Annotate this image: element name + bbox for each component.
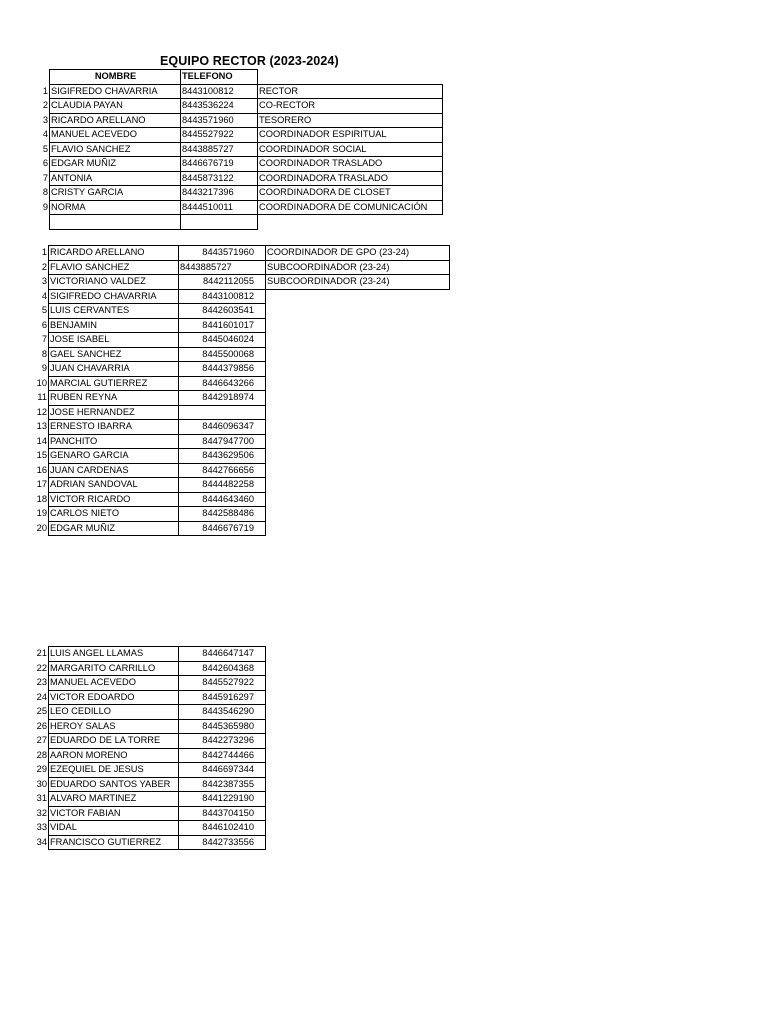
phone-number: 8443885727 <box>179 260 266 275</box>
member-name: ADRIAN SANDOVAL <box>49 478 179 493</box>
member-role: COORDINADORA DE CLOSET <box>258 186 443 201</box>
group-table-continued <box>28 646 266 850</box>
table-row <box>28 289 450 304</box>
row-number: 21 <box>36 648 47 658</box>
table-row <box>28 128 442 143</box>
phone-number: 8443571960 <box>181 113 258 128</box>
group-table-body <box>28 246 450 536</box>
row-number: 8 <box>41 348 47 359</box>
row-number: 14 <box>36 435 47 446</box>
member-name: EDUARDO DE LA TORRE <box>49 734 179 749</box>
row-number: 23 <box>36 677 47 687</box>
member-name: JUAN CHAVARRIA <box>49 362 179 377</box>
row-number: 9 <box>42 201 48 212</box>
row-number: 13 <box>36 421 47 431</box>
table-row <box>28 434 450 449</box>
empty-cell <box>266 376 450 391</box>
member-name: RICARDO ARELLANO <box>49 246 179 261</box>
table-row <box>28 420 450 435</box>
row-number: 27 <box>36 735 47 745</box>
row-number: 3 <box>41 276 47 286</box>
rector-table <box>28 69 443 230</box>
row-number: 18 <box>36 493 47 504</box>
row-number: 2 <box>41 261 47 272</box>
member-role: CO-RECTOR <box>258 99 443 114</box>
member-name: SIGIFREDO CHAVARRIA <box>49 289 179 304</box>
empty-cell <box>266 318 450 333</box>
table-row <box>28 521 450 536</box>
row-number: 28 <box>36 749 47 760</box>
member-role: COORDINADOR SOCIAL <box>258 142 443 157</box>
member-name: FLAVIO SANCHEZ <box>50 142 181 157</box>
phone-number: 8443704150 <box>179 806 266 821</box>
empty-cell <box>266 347 450 362</box>
row-number: 4 <box>42 129 48 139</box>
phone-number: 8446676719 <box>181 157 258 172</box>
member-name: LEO CEDILLO <box>49 705 179 720</box>
phone-number: 8445046024 <box>179 333 266 348</box>
row-number: 1 <box>42 85 48 96</box>
phone-number: 8446102410 <box>179 821 266 836</box>
phone-number: 8445365980 <box>179 719 266 734</box>
row-number: 25 <box>36 706 47 716</box>
row-number: 9 <box>41 363 47 373</box>
member-role: COORDINADORA DE COMUNICACIÓN <box>258 200 443 215</box>
member-name: ERNESTO IBARRA <box>49 420 179 435</box>
empty-cell <box>266 289 450 304</box>
phone-number: 8442744466 <box>179 748 266 763</box>
row-number: 8 <box>42 187 48 197</box>
member-name: EZEQUIEL DE JESUS <box>49 763 179 778</box>
row-number: 30 <box>36 778 47 789</box>
empty-cell <box>266 362 450 377</box>
member-name: EDUARDO SANTOS YABER <box>49 777 179 792</box>
row-number: 24 <box>36 691 47 702</box>
table-row <box>28 507 450 522</box>
phone-number: 8442604368 <box>179 661 266 676</box>
empty-cell <box>266 304 450 319</box>
empty-cell <box>266 420 450 435</box>
table-row <box>28 647 266 662</box>
member-role: SUBCOORDINADOR (23-24) <box>266 275 450 290</box>
table-row <box>28 275 450 290</box>
row-number: 6 <box>42 158 48 168</box>
phone-number: 8443536224 <box>181 99 258 114</box>
empty-cell <box>266 521 450 536</box>
member-name: NORMA <box>50 200 181 215</box>
row-number: 7 <box>42 172 48 183</box>
member-name: PANCHITO <box>49 434 179 449</box>
row-number: 29 <box>36 764 47 774</box>
row-number: 5 <box>41 305 47 315</box>
table-row <box>28 806 266 821</box>
table-row <box>28 690 266 705</box>
table-row <box>28 260 450 275</box>
table-row <box>28 376 450 391</box>
member-role: SUBCOORDINADOR (23-24) <box>266 260 450 275</box>
member-name: CLAUDIA PAYAN <box>50 99 181 114</box>
empty-cell <box>266 405 450 420</box>
table-row <box>28 777 266 792</box>
member-name: MANUEL ACEVEDO <box>50 128 181 143</box>
member-name: VICTOR RICARDO <box>49 492 179 507</box>
table-row <box>28 362 450 377</box>
phone-number <box>179 405 266 420</box>
empty-cell <box>266 463 450 478</box>
row-number: 17 <box>36 479 47 489</box>
row-number: 31 <box>36 793 47 803</box>
phone-number: 8443100812 <box>181 84 258 99</box>
phone-number: 8444643460 <box>179 492 266 507</box>
phone-number: 8442733556 <box>179 835 266 850</box>
phone-number: 8446676719 <box>179 521 266 536</box>
row-number: 16 <box>36 464 47 475</box>
table-row <box>28 792 266 807</box>
table-row <box>28 492 450 507</box>
row-number: 15 <box>36 450 47 460</box>
member-name: EDGAR MUÑIZ <box>50 157 181 172</box>
table-row <box>28 347 450 362</box>
table-row <box>28 734 266 749</box>
member-name: ALVARO MARTINEZ <box>49 792 179 807</box>
member-name: BENJAMIN <box>49 318 179 333</box>
row-number: 6 <box>41 319 47 330</box>
phone-number: 8447947700 <box>179 434 266 449</box>
member-name: MARGARITO CARRILLO <box>49 661 179 676</box>
table-row <box>28 99 442 114</box>
member-name: FRANCISCO GUTIERREZ <box>49 835 179 850</box>
column-header-phone: TELEFONO <box>181 70 258 85</box>
phone-number: 8446096347 <box>179 420 266 435</box>
row-number: 33 <box>36 822 47 832</box>
member-role: TESORERO <box>258 113 443 128</box>
member-name: RICARDO ARELLANO <box>50 113 181 128</box>
member-name: LUIS CERVANTES <box>49 304 179 319</box>
phone-number: 8441601017 <box>179 318 266 333</box>
phone-number: 8443546290 <box>179 705 266 720</box>
phone-number: 8444510011 <box>181 200 258 215</box>
member-name: CRISTY GARCIA <box>50 186 181 201</box>
table-row <box>28 449 450 464</box>
table-row <box>28 748 266 763</box>
row-number: 11 <box>37 392 47 402</box>
empty-cell <box>266 434 450 449</box>
phone-number: 8446647147 <box>179 647 266 662</box>
member-role: COORDINADOR TRASLADO <box>258 157 443 172</box>
row-number: 5 <box>42 143 48 154</box>
table-row <box>28 246 450 261</box>
table-row <box>28 171 442 186</box>
row-number: 12 <box>36 406 47 417</box>
row-number: 10 <box>36 377 47 388</box>
group-table-continued-body <box>28 647 266 850</box>
table-row <box>28 719 266 734</box>
empty-cell <box>266 333 450 348</box>
row-number: 20 <box>36 522 47 533</box>
member-name: GENARO GARCIA <box>49 449 179 464</box>
table-row <box>28 763 266 778</box>
member-name: VICTORIANO VALDEZ <box>49 275 179 290</box>
phone-number: 8443571960 <box>179 246 266 261</box>
table-row <box>28 661 266 676</box>
group-table <box>28 245 450 536</box>
phone-number: 8444482258 <box>179 478 266 493</box>
member-name: JUAN CARDENAS <box>49 463 179 478</box>
row-number: 26 <box>36 720 47 731</box>
member-name: VICTOR EDOARDO <box>49 690 179 705</box>
table-row <box>28 333 450 348</box>
member-name: AARON MORENO <box>49 748 179 763</box>
table-row <box>28 142 442 157</box>
phone-number: 8442766656 <box>179 463 266 478</box>
member-name: GAEL SANCHEZ <box>49 347 179 362</box>
phone-number: 8445873122 <box>181 171 258 186</box>
phone-number: 8442112055 <box>179 275 266 290</box>
table-row <box>28 705 266 720</box>
table-row <box>28 186 442 201</box>
page-title: EQUIPO RECTOR (2023-2024) <box>160 54 339 68</box>
member-name: VIDAL <box>49 821 179 836</box>
column-header-name: NOMBRE <box>50 70 181 85</box>
table-row <box>28 391 450 406</box>
member-name: SIGIFREDO CHAVARRIA <box>50 84 181 99</box>
member-name: FLAVIO SANCHEZ <box>49 260 179 275</box>
empty-cell <box>266 478 450 493</box>
row-number: 2 <box>42 100 48 110</box>
table-row <box>28 463 450 478</box>
table-row <box>28 405 450 420</box>
row-number: 7 <box>41 334 47 344</box>
member-name: CARLOS NIETO <box>49 507 179 522</box>
phone-number: 8443629506 <box>179 449 266 464</box>
table-row <box>28 821 266 836</box>
member-role: COORDINADOR DE GPO (23-24) <box>266 246 450 261</box>
phone-number: 8445527922 <box>179 676 266 691</box>
table-row <box>28 200 442 215</box>
row-number: 4 <box>41 290 47 301</box>
empty-cell <box>266 391 450 406</box>
phone-number: 8444379856 <box>179 362 266 377</box>
row-number: 22 <box>36 662 47 673</box>
phone-number: 8443885727 <box>181 142 258 157</box>
table-row <box>28 478 450 493</box>
phone-number: 8443100812 <box>179 289 266 304</box>
member-role: RECTOR <box>258 84 443 99</box>
phone-number: 8442273296 <box>179 734 266 749</box>
phone-number: 8442588486 <box>179 507 266 522</box>
member-name: JOSE ISABEL <box>49 333 179 348</box>
phone-number: 8445500068 <box>179 347 266 362</box>
phone-number: 8442603541 <box>179 304 266 319</box>
member-name: EDGAR MUÑIZ <box>49 521 179 536</box>
member-name: RUBEN REYNA <box>49 391 179 406</box>
table-row <box>28 318 450 333</box>
member-name: JOSE HERNANDEZ <box>49 405 179 420</box>
row-number: 19 <box>36 508 47 518</box>
table-row-empty <box>28 215 442 230</box>
member-name: LUIS ANGEL LLAMAS <box>49 647 179 662</box>
member-name: MARCIAL GUTIERREZ <box>49 376 179 391</box>
row-number: 34 <box>36 836 47 847</box>
member-name: MANUEL ACEVEDO <box>49 676 179 691</box>
row-number: 1 <box>41 247 47 257</box>
member-name: HEROY SALAS <box>49 719 179 734</box>
phone-number: 8445916297 <box>179 690 266 705</box>
phone-number: 8441229190 <box>179 792 266 807</box>
empty-cell <box>266 449 450 464</box>
phone-number: 8442387355 <box>179 777 266 792</box>
phone-number: 8443217396 <box>181 186 258 201</box>
member-role: COORDINADORA TRASLADO <box>258 171 443 186</box>
phone-number: 8445527922 <box>181 128 258 143</box>
row-number: 3 <box>42 114 48 125</box>
empty-cell <box>266 492 450 507</box>
table-row <box>28 84 442 99</box>
table-header-row <box>28 70 442 85</box>
member-role: COORDINADOR ESPIRITUAL <box>258 128 443 143</box>
table-row <box>28 157 442 172</box>
member-name: ANTONIA <box>50 171 181 186</box>
table-row <box>28 304 450 319</box>
empty-cell <box>266 507 450 522</box>
phone-number: 8446697344 <box>179 763 266 778</box>
table-row <box>28 835 266 850</box>
member-name: VICTOR FABIAN <box>49 806 179 821</box>
rector-table-body <box>28 84 442 215</box>
table-row <box>28 676 266 691</box>
row-number: 32 <box>36 807 47 818</box>
phone-number: 8442918974 <box>179 391 266 406</box>
phone-number: 8446643266 <box>179 376 266 391</box>
table-row <box>28 113 442 128</box>
